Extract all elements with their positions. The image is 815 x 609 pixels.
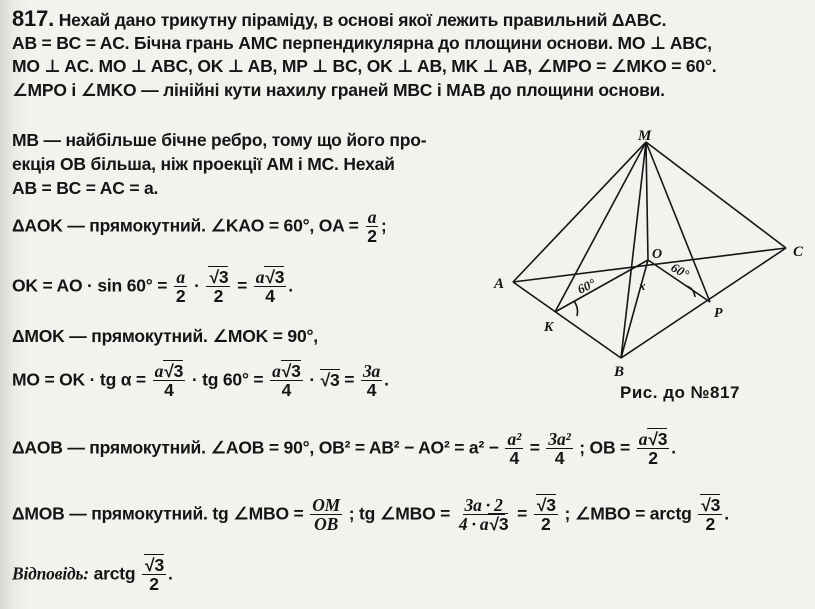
- fraction: $\frac{a}{2}$: [175, 267, 186, 307]
- problem-number: 817.: [12, 6, 55, 31]
- label-angle-2: 60°: [668, 259, 692, 282]
- height-mo: [646, 142, 648, 260]
- intro-line-1: [12, 6, 666, 32]
- fraction: $\frac{\text{a²}}{4}$: [507, 429, 522, 469]
- label-o: O: [652, 247, 663, 262]
- mb-line-3: AB = BC = AC = a.: [12, 178, 159, 198]
- label-k: K: [544, 320, 554, 335]
- edge-ma: [513, 142, 646, 282]
- fraction: $\frac{a√ 3}{4}$: [254, 268, 287, 306]
- angle-arc-k: [574, 301, 578, 316]
- label-x: x: [639, 278, 646, 293]
- intro-text-1: Нехай дано трикутну піраміду, в основі якої лежить правильний ΔABC.: [58, 10, 667, 30]
- fraction: $\frac{3a}{4}$: [362, 361, 381, 401]
- label-a: A: [494, 276, 505, 292]
- mo-line: MO = OK · tg α = $\frac{a√ 3}{4}$ · tg 60° = $\frac{a√ 3}{4}$ · √ 3 = $\frac{3a}{4}$ .: [12, 362, 389, 400]
- edge-ab: [513, 282, 621, 358]
- intro-line-3: MO ⊥ AC. MO ⊥ ABC, OK ⊥ AB, MP ⊥ BC, OK ⊥ AB, MK ⊥ AB, ∠MPO = ∠MKO = 60°.: [12, 56, 717, 76]
- intro-line-4: ∠MPO і ∠MKO — лінійні кути нахилу граней MBC і MAB до площини основи.: [12, 80, 665, 100]
- answer-line: Відповідь: arctg √ $\frac{3}{2}$ .: [12, 556, 173, 594]
- mb-line-2: екція OB більша, ніж проекції AM і MC. Нехай: [12, 154, 395, 174]
- mok-line: ΔMOK — прямокутний. ∠MOK = 90°,: [12, 326, 318, 346]
- fraction: $\frac{OM}{OB}$: [312, 495, 341, 535]
- edge-bc: [621, 248, 786, 358]
- edge-ac: [513, 248, 786, 282]
- aob-line: ΔAOB — прямокутний. ∠AOB = 90°, OB² = AB² − AO² = a² − $\frac{\text{a²}}{4}$ = $\frac{\text{3a²}}{4}$ ; OB = $\frac{a√ 3}{2}$ .: [12, 430, 676, 468]
- fraction: √ $\frac{3}{2}$: [534, 496, 558, 534]
- fraction: $\frac{a√ 3}{2}$: [637, 430, 670, 468]
- fraction: √ $\frac{3}{2}$: [142, 556, 166, 594]
- fraction: $\frac{\text{3a²}}{4}$: [548, 429, 571, 469]
- label-c: C: [793, 244, 804, 260]
- label-m: M: [638, 130, 652, 144]
- label-p: P: [714, 306, 723, 321]
- edge-mb: [621, 142, 646, 358]
- intro-line-2: AB = BC = AC. Бічна грань AMC перпендикулярна до площини основи. MO ⊥ ABC,: [12, 33, 712, 53]
- mb-line-1: MB — найбільше бічне ребро, тому що його про-: [12, 130, 427, 150]
- fraction: $\frac{a}{2}$: [367, 207, 377, 247]
- fraction: √ $\frac{3}{2}$: [206, 268, 230, 306]
- label-b: B: [614, 364, 625, 380]
- fraction: $\frac{a√ 3}{4}$: [153, 362, 186, 400]
- fraction: √ $\frac{3}{2}$: [698, 496, 722, 534]
- figure-caption: Рис. до №817: [620, 383, 740, 402]
- fraction: $\frac{a√ 3}{4}$: [270, 362, 303, 400]
- pyramid-figure: [488, 130, 808, 380]
- angle-arc-p: [686, 286, 695, 297]
- fraction: $\frac{3a \cdot 2}{4 \cdot a√ 3}$: [457, 496, 511, 534]
- aok-line: ΔAOK — прямокутний. ∠KAO = 60°, OA = $\frac{a}{2}$ ;: [12, 207, 387, 247]
- mob-line: ΔMOB — прямокутний. tg ∠MBO = $\frac{OM}{OB}$ ; tg ∠MBO = $\frac{3a \cdot 2}{4 \cdot a√ 3}$ = √ $\frac{3}{2}$ ; ∠MBO = arctg √ $\frac{3}{2}$ .: [12, 496, 729, 534]
- answer-label: Відповідь:: [12, 563, 89, 584]
- ok-line: OK = AO · sin 60° = $\frac{a}{2}$ · √ $\frac{3}{2}$ = $\frac{a√ 3}{4}$ .: [12, 268, 293, 306]
- label-angle-1: 60°: [574, 275, 598, 297]
